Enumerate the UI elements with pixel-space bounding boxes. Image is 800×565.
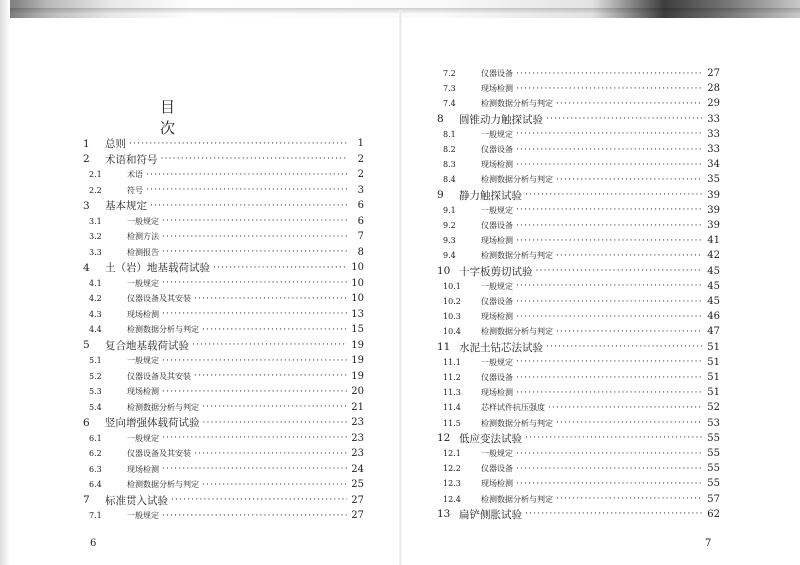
toc-entry-page: 53	[707, 417, 720, 429]
toc-entry[interactable]	[437, 81, 720, 96]
toc-entry-page: 51	[707, 387, 720, 399]
dot-leader	[213, 263, 347, 273]
toc-entry-number: 7.2	[443, 69, 456, 78]
dot-leader	[516, 205, 703, 215]
toc-entry[interactable]	[437, 324, 720, 339]
toc-entry-page: 51	[707, 356, 720, 368]
dot-leader	[516, 84, 703, 94]
toc-entry[interactable]	[437, 112, 720, 127]
dot-leader	[516, 464, 703, 474]
toc-entry-title: 检测数据分析与判定	[481, 494, 553, 504]
toc-entry-number: 12.1	[443, 449, 461, 458]
toc-entry[interactable]	[83, 183, 364, 198]
toc-entry-number: 7	[83, 494, 90, 506]
dot-leader	[516, 281, 703, 291]
toc-entry-number: 12.3	[443, 479, 461, 489]
toc-entry[interactable]	[437, 294, 720, 309]
dot-leader	[516, 145, 703, 155]
toc-entry-title: 基本规定	[105, 200, 147, 212]
toc-entry-title: 一般规定	[481, 205, 513, 215]
toc-entry-number: 6.1	[89, 433, 102, 443]
toc-entry-title: 仪器设备	[481, 145, 513, 154]
toc-entry-number: 5.4	[89, 402, 102, 412]
toc-entry-page: 39	[707, 189, 720, 201]
toc-entry[interactable]	[437, 96, 720, 111]
toc-entry[interactable]	[83, 508, 364, 523]
toc-entry-number: 3.3	[89, 247, 102, 257]
toc-entry-page: 27	[351, 510, 364, 521]
toc-entry-title: 仪器设备	[481, 69, 513, 78]
toc-entry-title: 竖向增强体载荷试验	[105, 417, 200, 429]
toc-entry[interactable]	[437, 157, 720, 172]
dot-leader	[162, 232, 347, 242]
dot-leader	[161, 154, 348, 164]
dot-leader	[516, 449, 703, 459]
dot-leader	[546, 342, 703, 352]
toc-entry-page: 6	[357, 215, 364, 227]
toc-entry-title: 复合地基载荷试验	[105, 339, 189, 352]
toc-entry-page: 2	[357, 153, 364, 165]
toc-entry-page: 10	[351, 277, 364, 289]
toc-entry[interactable]	[437, 340, 720, 355]
toc-entry-page: 24	[351, 463, 364, 475]
toc-entry-title: 检测数据分析与判定	[481, 327, 553, 337]
toc-entry[interactable]	[83, 462, 364, 477]
toc-entry-number: 9.1	[443, 205, 456, 215]
toc-entry-page: 52	[707, 402, 720, 414]
toc-entry-page: 25	[351, 479, 364, 490]
toc-entry-page: 42	[707, 250, 720, 262]
toc-entry-title: 检测数据分析与判定	[127, 480, 199, 489]
toc-entry[interactable]	[437, 188, 720, 203]
page-number-right: 7	[705, 538, 712, 549]
toc-entry-title: 水泥土钻芯法试验	[459, 341, 543, 354]
toc-entry[interactable]	[83, 322, 364, 337]
toc-entry-title: 现场检测	[127, 387, 159, 396]
toc-entry[interactable]	[83, 307, 364, 322]
toc-entry-number: 6	[83, 416, 90, 429]
dot-leader	[516, 479, 703, 489]
toc-entry-number: 7.1	[89, 511, 102, 520]
toc-entry-page: 39	[707, 204, 720, 216]
toc-entry[interactable]	[437, 233, 720, 248]
toc-entry[interactable]	[83, 136, 364, 151]
dot-leader	[162, 433, 347, 443]
toc-entry-page: 55	[707, 448, 720, 459]
dot-leader	[162, 247, 347, 257]
toc-entry-title: 现场检测	[481, 479, 513, 489]
toc-entry-number: 9.3	[443, 236, 456, 246]
dot-leader	[171, 495, 347, 505]
toc-entry-number: 10.4	[443, 327, 461, 337]
dot-leader	[556, 99, 703, 109]
dot-leader	[194, 449, 347, 459]
toc-entry-title: 仪器设备	[481, 373, 513, 382]
toc-entry-number: 11.5	[443, 418, 461, 428]
toc-entry-number: 5.1	[89, 356, 102, 365]
toc-entry[interactable]	[437, 279, 720, 294]
toc-entry-number: 3.2	[89, 232, 102, 241]
dot-leader	[162, 464, 347, 474]
toc-entry-title: 检测数据分析与判定	[127, 402, 199, 412]
toc-entry-title: 仪器设备	[481, 221, 513, 230]
dot-leader	[525, 433, 703, 443]
toc-entry[interactable]	[83, 291, 364, 306]
dot-leader	[516, 388, 703, 398]
toc-entry[interactable]	[437, 507, 720, 522]
toc-entry-number: 2.2	[89, 185, 102, 195]
toc-entry-title: 现场检测	[481, 388, 513, 398]
toc-entry-page: 33	[707, 113, 720, 125]
dot-leader	[203, 418, 348, 428]
toc-entry-title: 现场检测	[127, 309, 159, 319]
toc-entry-number: 8.4	[443, 175, 456, 185]
toc-entry-title: 土（岩）地基载荷试验	[105, 262, 210, 274]
dot-leader	[146, 185, 347, 195]
toc-entry[interactable]	[83, 477, 364, 492]
toc-entry-number: 11.3	[443, 388, 461, 398]
page-number-left: 6	[90, 538, 97, 549]
toc-entry-page: 10	[351, 262, 364, 273]
toc-entry-page: 19	[351, 355, 364, 366]
toc-entry-number: 5.2	[89, 371, 102, 381]
toc-title: 目 次	[160, 98, 263, 137]
toc-entry-page: 47	[707, 326, 720, 338]
toc-entry-number: 6.4	[89, 480, 102, 489]
toc-entry[interactable]	[437, 66, 720, 81]
toc-entry-title: 仪器设备及其安装	[127, 371, 191, 381]
toc-entry-title: 总则	[105, 138, 126, 150]
toc-entry-title: 标准贯入试验	[105, 494, 168, 507]
toc-entry-title: 现场检测	[481, 236, 513, 246]
toc-entry-page: 45	[707, 280, 720, 292]
toc-entry-title: 现场检测	[481, 160, 513, 170]
toc-entry[interactable]	[83, 431, 364, 446]
toc-entry-title: 静力触探试验	[459, 189, 522, 202]
toc-entry-number: 4.1	[89, 278, 102, 288]
toc-entry-number: 8	[437, 113, 444, 126]
toc-entry-title: 一般规定	[481, 129, 513, 139]
toc-entry[interactable]	[83, 260, 364, 275]
toc-entry-title: 仪器设备	[481, 464, 513, 474]
toc-entry-title: 现场检测	[481, 84, 513, 94]
toc-entry-page: 20	[351, 386, 364, 397]
toc-entry-page: 3	[357, 184, 364, 196]
toc-entry-page: 34	[707, 159, 720, 171]
toc-entry[interactable]	[437, 355, 720, 370]
toc-entry-page: 45	[707, 296, 720, 307]
dot-leader	[536, 266, 704, 276]
toc-entry-title: 检测数据分析与判定	[481, 175, 553, 185]
toc-entry-page: 21	[351, 401, 364, 413]
toc-entry-title: 低应变法试验	[459, 432, 522, 445]
toc-entry[interactable]	[83, 167, 364, 182]
toc-entry-title: 一般规定	[127, 278, 159, 288]
toc-entry-title: 现场检测	[481, 312, 513, 322]
toc-entry-number: 5.3	[89, 387, 102, 396]
toc-entry-page: 55	[707, 478, 720, 490]
toc-entry-number: 10.1	[443, 281, 461, 291]
toc-entry[interactable]	[83, 229, 364, 244]
toc-entry-title: 检测报告	[127, 247, 159, 257]
toc-entry-number: 4.4	[89, 325, 102, 334]
toc-entry-title: 一般规定	[127, 216, 159, 226]
right-page	[400, 0, 800, 565]
dot-leader	[556, 494, 703, 504]
toc-entry-number: 1	[83, 137, 90, 150]
toc-entry-page: 46	[707, 311, 720, 323]
toc-entry[interactable]	[83, 245, 364, 260]
toc-entry-number: 11.2	[443, 373, 461, 382]
dot-leader	[516, 357, 703, 367]
dot-leader	[162, 216, 347, 226]
dot-leader	[146, 170, 347, 180]
dot-leader	[192, 340, 347, 350]
toc-entry-title: 检测方法	[127, 232, 159, 241]
dot-leader	[546, 114, 703, 124]
toc-entry-title: 扁铲侧胀试验	[459, 508, 522, 521]
toc-entry-page: 23	[351, 417, 364, 428]
toc-entry-number: 6.3	[89, 464, 102, 474]
toc-entry-title: 一般规定	[127, 433, 159, 443]
toc-entry-page: 51	[707, 372, 720, 383]
toc-entry-number: 7.4	[443, 99, 456, 109]
toc-entry-page: 33	[707, 128, 720, 140]
dot-leader	[162, 278, 347, 288]
toc-entry[interactable]	[83, 276, 364, 291]
toc-entry-title: 十字板剪切试验	[459, 265, 533, 278]
toc-entry-number: 2.1	[89, 170, 102, 179]
toc-entry-title: 符号	[127, 185, 143, 195]
toc-entry-page: 45	[707, 265, 720, 277]
dot-leader	[516, 373, 703, 383]
toc-entry-page: 39	[707, 220, 720, 231]
toc-entry-number: 8.1	[443, 129, 456, 139]
toc-entry-page: 28	[707, 83, 720, 95]
toc-entry-number: 12.2	[443, 464, 461, 474]
dot-leader	[194, 294, 347, 304]
dot-leader	[556, 327, 703, 337]
dot-leader	[556, 418, 703, 428]
toc-entry-page: 7	[357, 231, 364, 242]
toc-entry[interactable]	[83, 214, 364, 229]
dot-leader	[516, 221, 703, 231]
dot-leader	[162, 309, 347, 319]
toc-entry[interactable]	[437, 385, 720, 400]
toc-entry-title: 检测数据分析与判定	[127, 325, 199, 334]
dot-leader	[556, 251, 703, 261]
toc-entry-title: 检测数据分析与判定	[481, 418, 553, 428]
toc-entry-number: 10	[437, 265, 451, 278]
toc-entry[interactable]	[437, 264, 720, 279]
toc-entry[interactable]	[83, 384, 364, 399]
dot-leader	[150, 201, 347, 211]
toc-entry[interactable]	[437, 476, 720, 491]
toc-entry[interactable]	[83, 400, 364, 415]
toc-entry[interactable]	[437, 248, 720, 263]
dot-leader	[516, 129, 703, 139]
toc-entry-page: 62	[707, 508, 720, 520]
toc-entry-page: 51	[707, 341, 720, 353]
toc-entry-page: 6	[357, 200, 364, 211]
toc-entry-title: 现场检测	[127, 464, 159, 474]
dot-leader	[162, 511, 347, 521]
dot-leader	[548, 403, 703, 413]
toc-entry-page: 1	[357, 138, 364, 149]
toc-entry[interactable]	[437, 370, 720, 385]
toc-entry[interactable]	[437, 400, 720, 415]
toc-entry-number: 9.4	[443, 251, 456, 261]
toc-entry-number: 4	[83, 261, 90, 274]
toc-entry-title: 检测数据分析与判定	[481, 99, 553, 109]
dot-leader	[129, 139, 347, 149]
toc-entry[interactable]	[437, 127, 720, 142]
dot-leader	[556, 175, 703, 185]
toc-entry-page: 55	[707, 463, 720, 475]
toc-entry-number: 10.3	[443, 312, 461, 322]
toc-entry-page: 35	[707, 174, 720, 186]
toc-entry-page: 27	[707, 68, 720, 79]
toc-entry-title: 术语	[127, 170, 143, 179]
toc-entry-page: 33	[707, 144, 720, 155]
toc-entry-number: 13	[437, 508, 451, 521]
dot-leader	[525, 509, 703, 519]
toc-entry-page: 19	[351, 339, 364, 351]
toc-entry-page: 57	[707, 493, 720, 505]
toc-entry-title: 圆锥动力触探试验	[459, 113, 543, 126]
toc-entry-page: 10	[351, 293, 364, 304]
toc-entry-number: 8.2	[443, 145, 456, 154]
toc-entry-number: 9.2	[443, 221, 456, 230]
toc-entry-title: 一般规定	[127, 356, 159, 365]
dot-leader	[516, 236, 703, 246]
toc-entry-title: 一般规定	[127, 511, 159, 520]
toc-entry-title: 仪器设备及其安装	[127, 294, 191, 303]
toc-entry[interactable]	[83, 353, 364, 368]
toc-entry-title: 一般规定	[481, 281, 513, 291]
toc-entry-title: 一般规定	[481, 357, 513, 367]
toc-entry-page: 27	[351, 494, 364, 506]
toc-entry-title: 芯样试件抗压强度	[481, 403, 545, 413]
toc-entry-page: 23	[351, 432, 364, 444]
toc-entry-page: 15	[351, 324, 364, 335]
toc-entry[interactable]	[83, 338, 364, 353]
dot-leader	[162, 387, 347, 397]
toc-entry-page: 13	[351, 308, 364, 320]
toc-entry-title: 检测数据分析与判定	[481, 251, 553, 261]
toc-entry-number: 11.4	[443, 403, 461, 413]
toc-entry-title: 仪器设备	[481, 297, 513, 306]
toc-entry-number: 7.3	[443, 84, 456, 94]
toc-entry-title: 仪器设备及其安装	[127, 449, 191, 458]
toc-entry-number: 10.2	[443, 297, 461, 306]
toc-entry[interactable]	[437, 142, 720, 157]
toc-entry-number: 4.2	[89, 294, 102, 303]
toc-entry-number: 5	[83, 339, 90, 351]
toc-entry-page: 23	[351, 448, 364, 459]
dot-leader	[194, 371, 347, 381]
toc-entry[interactable]	[437, 461, 720, 476]
dot-leader	[516, 312, 703, 322]
dot-leader	[202, 325, 347, 335]
toc-entry-title: 术语和符号	[105, 153, 158, 166]
toc-entry[interactable]	[437, 416, 720, 431]
toc-entry-number: 6.2	[89, 449, 102, 458]
toc-entry-page: 41	[707, 235, 720, 247]
dot-leader	[516, 297, 703, 307]
toc-entry-page: 8	[357, 246, 364, 258]
toc-entry[interactable]	[83, 369, 364, 384]
dot-leader	[202, 480, 347, 490]
toc-entry-number: 2	[83, 153, 90, 165]
toc-entry-number: 8.3	[443, 160, 456, 170]
toc-entry[interactable]	[83, 415, 364, 430]
toc-entry-number: 12	[437, 432, 451, 445]
dot-leader	[202, 402, 347, 412]
dot-leader	[525, 190, 703, 200]
toc-entry-page: 55	[707, 432, 720, 444]
toc-entry-number: 11.1	[443, 357, 461, 367]
toc-entry[interactable]	[83, 198, 364, 213]
dot-leader	[516, 160, 703, 170]
toc-entry[interactable]	[437, 172, 720, 187]
toc-entry[interactable]	[83, 493, 364, 508]
toc-entry[interactable]	[437, 309, 720, 324]
dot-leader	[162, 356, 347, 366]
toc-entry-number: 3.1	[89, 216, 102, 226]
toc-entry[interactable]	[437, 218, 720, 233]
toc-entry[interactable]	[83, 152, 364, 167]
toc-entry[interactable]	[437, 431, 720, 446]
toc-entry-page: 2	[357, 169, 364, 180]
toc-entry-number: 12.4	[443, 494, 461, 504]
dot-leader	[516, 69, 703, 79]
toc-entry[interactable]	[83, 446, 364, 461]
toc-entry-number: 4.3	[89, 309, 102, 319]
toc-entry-page: 29	[707, 98, 720, 110]
toc-entry-number: 3	[83, 199, 90, 212]
toc-entry[interactable]	[437, 492, 720, 507]
toc-entry-title: 一般规定	[481, 449, 513, 458]
toc-entry-number: 11	[437, 341, 451, 354]
toc-entry-number: 9	[437, 189, 444, 202]
toc-entry[interactable]	[437, 446, 720, 461]
toc-entry[interactable]	[437, 203, 720, 218]
toc-entry-page: 19	[351, 370, 364, 382]
